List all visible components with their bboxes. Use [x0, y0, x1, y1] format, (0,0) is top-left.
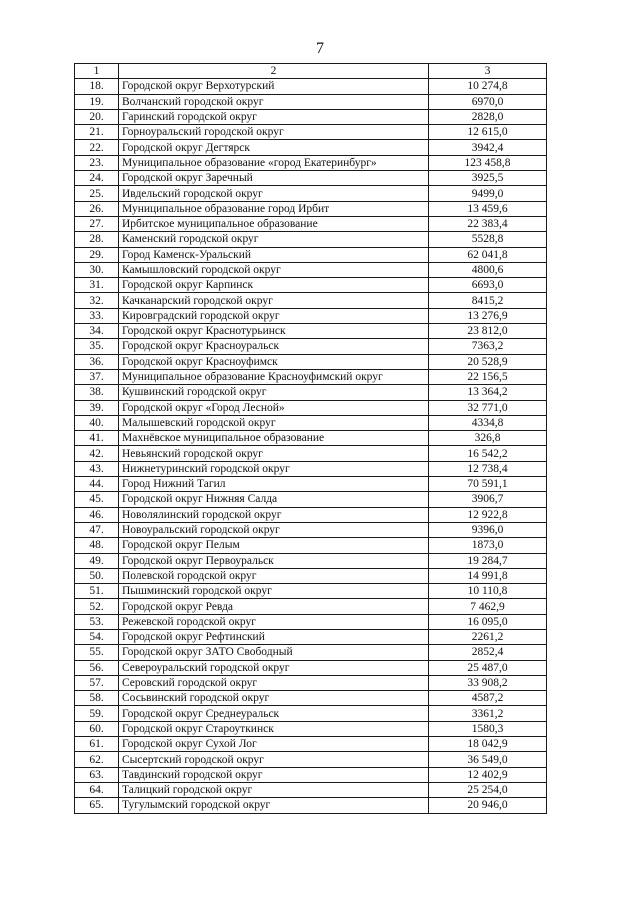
municipality-name-cell: Североуральский городской округ: [119, 660, 429, 675]
amount-cell: 3361,2: [429, 706, 547, 721]
table-row: [75, 125, 547, 140]
municipality-name-cell: Муниципальное образование «город Екатеринбург»: [119, 155, 429, 170]
municipality-name-cell: Городской округ «Город Лесной»: [119, 400, 429, 415]
table-row: [75, 798, 547, 813]
amount-cell: 6693,0: [429, 278, 547, 293]
municipality-name-cell: Городской округ Староуткинск: [119, 721, 429, 736]
table-row: [75, 538, 547, 553]
amount-cell: 33 908,2: [429, 675, 547, 690]
amount-cell: 1873,0: [429, 538, 547, 553]
municipality-name-cell: Новоуральский городской округ: [119, 522, 429, 537]
amount-cell: 22 156,5: [429, 369, 547, 384]
municipality-name-cell: Тугулымский городской округ: [119, 798, 429, 813]
municipality-name-cell: Каменский городской округ: [119, 232, 429, 247]
table-row: [75, 79, 547, 94]
row-number-cell: 18.: [75, 79, 119, 94]
row-number-cell: 33.: [75, 308, 119, 323]
municipality-name-cell: Новолялинский городской округ: [119, 507, 429, 522]
amount-cell: 8415,2: [429, 293, 547, 308]
municipality-name-cell: Кировградский городской округ: [119, 308, 429, 323]
amount-cell: 16 542,2: [429, 446, 547, 461]
table-row: [75, 614, 547, 629]
municipality-name-cell: Тавдинский городской округ: [119, 767, 429, 782]
municipality-name-cell: Ивдельский городской округ: [119, 186, 429, 201]
row-number-cell: 23.: [75, 155, 119, 170]
amount-cell: 19 284,7: [429, 553, 547, 568]
amount-cell: 9499,0: [429, 186, 547, 201]
table-row: [75, 109, 547, 124]
row-number-cell: 22.: [75, 140, 119, 155]
amount-cell: 4587,2: [429, 691, 547, 706]
table-row: [75, 446, 547, 461]
municipality-name-cell: Городской округ Рефтинский: [119, 629, 429, 644]
row-number-cell: 48.: [75, 538, 119, 553]
table-row: [75, 278, 547, 293]
municipality-name-cell: Кушвинский городской округ: [119, 385, 429, 400]
municipality-name-cell: Городской округ Сухой Лог: [119, 737, 429, 752]
row-number-cell: 28.: [75, 232, 119, 247]
row-number-cell: 56.: [75, 660, 119, 675]
table-row: [75, 492, 547, 507]
row-number-cell: 44.: [75, 477, 119, 492]
table-row: [75, 568, 547, 583]
table-row: [75, 461, 547, 476]
amount-cell: 36 549,0: [429, 752, 547, 767]
table-row: [75, 599, 547, 614]
amount-cell: 3906,7: [429, 492, 547, 507]
municipality-name-cell: Муниципальное образование город Ирбит: [119, 201, 429, 216]
row-number-cell: 38.: [75, 385, 119, 400]
municipality-name-cell: Полевской городской округ: [119, 568, 429, 583]
amount-cell: 6970,0: [429, 94, 547, 109]
amount-cell: 14 991,8: [429, 568, 547, 583]
municipality-name-cell: Городской округ Дегтярск: [119, 140, 429, 155]
row-number-cell: 45.: [75, 492, 119, 507]
amount-cell: 2828,0: [429, 109, 547, 124]
municipality-name-cell: Муниципальное образование Красноуфимский округ: [119, 369, 429, 384]
table-row: [75, 721, 547, 736]
municipality-name-cell: Нижнетуринский городской округ: [119, 461, 429, 476]
row-number-cell: 58.: [75, 691, 119, 706]
table-row: [75, 400, 547, 415]
table-row: [75, 354, 547, 369]
row-number-cell: 42.: [75, 446, 119, 461]
municipality-name-cell: Ирбитское муниципальное образование: [119, 216, 429, 231]
amount-cell: 25 254,0: [429, 782, 547, 797]
amount-cell: 13 276,9: [429, 308, 547, 323]
municipality-name-cell: Сосьвинский городской округ: [119, 691, 429, 706]
row-number-cell: 52.: [75, 599, 119, 614]
row-number-cell: 35.: [75, 339, 119, 354]
amount-cell: 25 487,0: [429, 660, 547, 675]
table-row: [75, 767, 547, 782]
amount-cell: 2852,4: [429, 645, 547, 660]
row-number-cell: 59.: [75, 706, 119, 721]
table-row: [75, 262, 547, 277]
table-row: [75, 155, 547, 170]
amount-cell: 7363,2: [429, 339, 547, 354]
amount-cell: 5528,8: [429, 232, 547, 247]
row-number-cell: 62.: [75, 752, 119, 767]
row-number-cell: 27.: [75, 216, 119, 231]
table-row: [75, 339, 547, 354]
table-row: [75, 415, 547, 430]
row-number-cell: 30.: [75, 262, 119, 277]
data-table: [74, 63, 547, 814]
row-number-cell: 40.: [75, 415, 119, 430]
row-number-cell: 47.: [75, 522, 119, 537]
amount-cell: 326,8: [429, 431, 547, 446]
column-header-name: 2: [119, 64, 429, 79]
municipality-name-cell: Городской округ Первоуральск: [119, 553, 429, 568]
row-number-cell: 46.: [75, 507, 119, 522]
municipality-name-cell: Городской округ Заречный: [119, 171, 429, 186]
table-row: [75, 675, 547, 690]
row-number-cell: 41.: [75, 431, 119, 446]
row-number-cell: 20.: [75, 109, 119, 124]
amount-cell: 13 364,2: [429, 385, 547, 400]
amount-cell: 3925,5: [429, 171, 547, 186]
municipality-name-cell: Городской округ Верхотурский: [119, 79, 429, 94]
municipality-name-cell: Горноуральский городской округ: [119, 125, 429, 140]
table-row: [75, 324, 547, 339]
amount-cell: 10 274,8: [429, 79, 547, 94]
municipality-name-cell: Городской округ Ревда: [119, 599, 429, 614]
amount-cell: 7 462,9: [429, 599, 547, 614]
table-row: [75, 477, 547, 492]
amount-cell: 2261,2: [429, 629, 547, 644]
amount-cell: 12 738,4: [429, 461, 547, 476]
amount-cell: 9396,0: [429, 522, 547, 537]
municipality-name-cell: Городской округ ЗАТО Свободный: [119, 645, 429, 660]
amount-cell: 32 771,0: [429, 400, 547, 415]
municipality-name-cell: Качканарский городской округ: [119, 293, 429, 308]
table-row: [75, 737, 547, 752]
municipality-name-cell: Сысертский городской округ: [119, 752, 429, 767]
amount-cell: 4800,6: [429, 262, 547, 277]
table-row: [75, 691, 547, 706]
amount-cell: 12 615,0: [429, 125, 547, 140]
row-number-cell: 39.: [75, 400, 119, 415]
table-row: [75, 201, 547, 216]
municipality-name-cell: Камышловский городской округ: [119, 262, 429, 277]
row-number-cell: 31.: [75, 278, 119, 293]
column-header-value: 3: [429, 64, 547, 79]
municipality-name-cell: Город Нижний Тагил: [119, 477, 429, 492]
municipality-name-cell: Городской округ Нижняя Салда: [119, 492, 429, 507]
page-number: 7: [316, 40, 324, 57]
row-number-cell: 24.: [75, 171, 119, 186]
row-number-cell: 61.: [75, 737, 119, 752]
amount-cell: 20 946,0: [429, 798, 547, 813]
column-header-number: 1: [75, 64, 119, 79]
municipality-name-cell: Талицкий городской округ: [119, 782, 429, 797]
row-number-cell: 55.: [75, 645, 119, 660]
amount-cell: 12 922,8: [429, 507, 547, 522]
table-row: [75, 752, 547, 767]
table-row: [75, 369, 547, 384]
municipality-name-cell: Городской округ Пелым: [119, 538, 429, 553]
municipality-name-cell: Волчанский городской округ: [119, 94, 429, 109]
amount-cell: 22 383,4: [429, 216, 547, 231]
row-number-cell: 34.: [75, 324, 119, 339]
table-row: [75, 584, 547, 599]
table-row: [75, 94, 547, 109]
municipality-name-cell: Пышминский городской округ: [119, 584, 429, 599]
municipality-name-cell: Городской округ Краснотурьинск: [119, 324, 429, 339]
row-number-cell: 25.: [75, 186, 119, 201]
table-row: [75, 186, 547, 201]
row-number-cell: 60.: [75, 721, 119, 736]
row-number-cell: 54.: [75, 629, 119, 644]
municipality-name-cell: Городской округ Красноуральск: [119, 339, 429, 354]
row-number-cell: 57.: [75, 675, 119, 690]
table-row: [75, 140, 547, 155]
table-row: [75, 629, 547, 644]
municipality-name-cell: Городской округ Среднеуральск: [119, 706, 429, 721]
amount-cell: 16 095,0: [429, 614, 547, 629]
municipality-name-cell: Городской округ Карпинск: [119, 278, 429, 293]
row-number-cell: 26.: [75, 201, 119, 216]
row-number-cell: 36.: [75, 354, 119, 369]
row-number-cell: 43.: [75, 461, 119, 476]
table-row: [75, 385, 547, 400]
row-number-cell: 65.: [75, 798, 119, 813]
row-number-cell: 49.: [75, 553, 119, 568]
municipality-name-cell: Городской округ Красноуфимск: [119, 354, 429, 369]
amount-cell: 23 812,0: [429, 324, 547, 339]
table-row: [75, 247, 547, 262]
table-row: [75, 216, 547, 231]
row-number-cell: 37.: [75, 369, 119, 384]
amount-cell: 18 042,9: [429, 737, 547, 752]
table-row: [75, 522, 547, 537]
row-number-cell: 32.: [75, 293, 119, 308]
row-number-cell: 50.: [75, 568, 119, 583]
table-body: [75, 79, 547, 813]
municipality-name-cell: Гаринский городской округ: [119, 109, 429, 124]
table-header-row: [75, 64, 547, 79]
municipality-name-cell: Невьянский городской округ: [119, 446, 429, 461]
row-number-cell: 19.: [75, 94, 119, 109]
amount-cell: 1580,3: [429, 721, 547, 736]
municipality-name-cell: Серовский городской округ: [119, 675, 429, 690]
amount-cell: 4334,8: [429, 415, 547, 430]
table-row: [75, 171, 547, 186]
table-row: [75, 507, 547, 522]
table-row: [75, 232, 547, 247]
amount-cell: 62 041,8: [429, 247, 547, 262]
row-number-cell: 63.: [75, 767, 119, 782]
municipality-name-cell: Махнёвское муниципальное образование: [119, 431, 429, 446]
table-row: [75, 645, 547, 660]
amount-cell: 3942,4: [429, 140, 547, 155]
table-row: [75, 431, 547, 446]
municipality-name-cell: Малышевский городской округ: [119, 415, 429, 430]
table-row: [75, 706, 547, 721]
table-row: [75, 782, 547, 797]
table-row: [75, 553, 547, 568]
row-number-cell: 64.: [75, 782, 119, 797]
amount-cell: 123 458,8: [429, 155, 547, 170]
table-row: [75, 293, 547, 308]
amount-cell: 12 402,9: [429, 767, 547, 782]
row-number-cell: 53.: [75, 614, 119, 629]
table-row: [75, 308, 547, 323]
amount-cell: 70 591,1: [429, 477, 547, 492]
row-number-cell: 51.: [75, 584, 119, 599]
amount-cell: 13 459,6: [429, 201, 547, 216]
row-number-cell: 29.: [75, 247, 119, 262]
amount-cell: 20 528,9: [429, 354, 547, 369]
municipality-name-cell: Режевской городской округ: [119, 614, 429, 629]
municipality-name-cell: Город Каменск-Уральский: [119, 247, 429, 262]
amount-cell: 10 110,8: [429, 584, 547, 599]
row-number-cell: 21.: [75, 125, 119, 140]
table-row: [75, 660, 547, 675]
